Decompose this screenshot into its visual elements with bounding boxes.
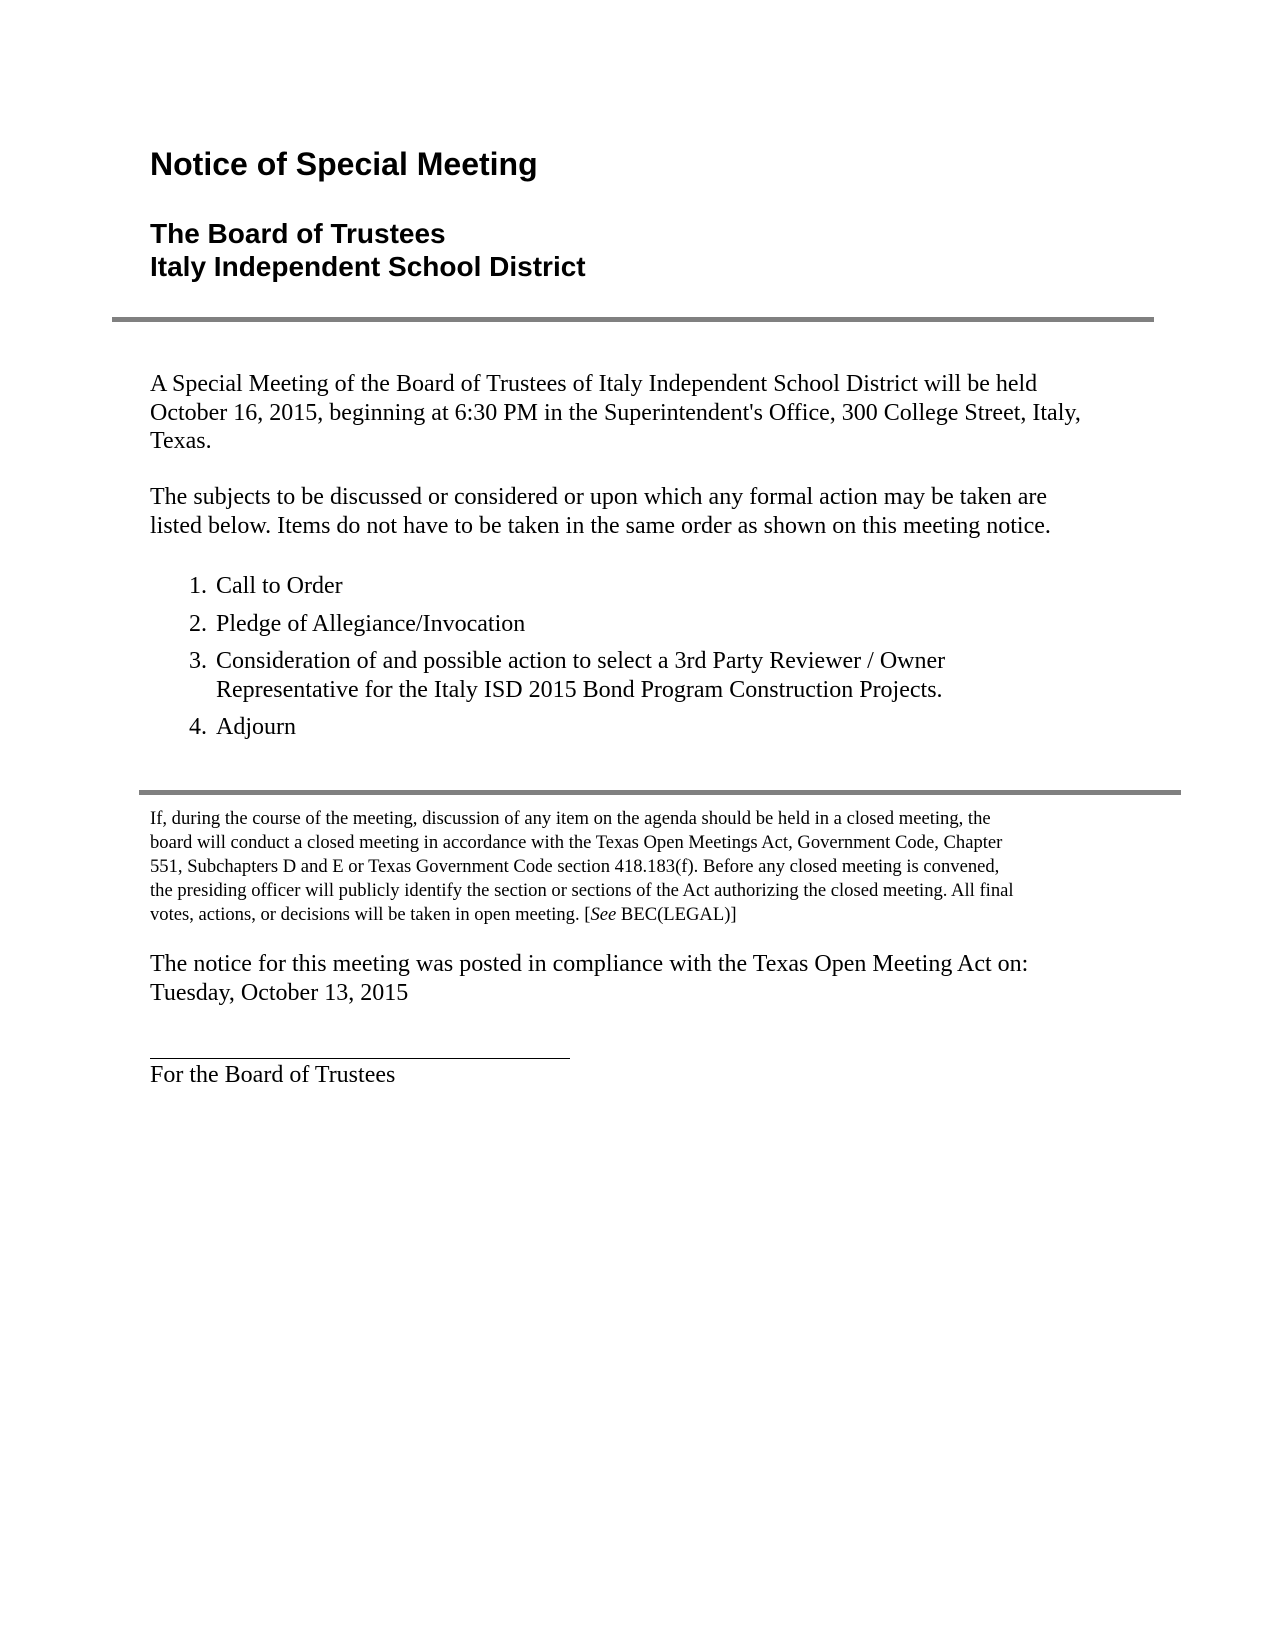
- closed-meeting-line: board will conduct a closed meeting in accordance with the Texas Open Meetings Act, Government Code, Chapter: [150, 832, 1003, 853]
- legal-reference: BEC(LEGAL)]: [616, 904, 737, 925]
- agenda-item-line: Consideration of and possible action to select a 3rd Party Reviewer / Owner: [216, 648, 946, 674]
- section-divider: [139, 790, 1181, 795]
- intro-line: A Special Meeting of the Board of Trustees of Italy Independent School District will be held: [150, 371, 1038, 397]
- intro-paragraph: [150, 370, 1081, 456]
- signature-label: For the Board of Trustees: [150, 1062, 396, 1088]
- agenda-item-number: 3 .: [150, 647, 207, 704]
- agenda-item: [150, 713, 945, 742]
- subtitle-board: The Board of Trustees: [150, 218, 446, 249]
- closed-meeting-line: 551, Subchapters D and E or Texas Government Code section 418.183(f). Before any closed meeting is convened,: [150, 856, 1000, 877]
- intro-line: October 16, 2015, beginning at 6:30 PM in the Superintendent's Office, 300 College Street, Italy,: [150, 399, 1081, 426]
- page-title: Notice of Special Meeting: [150, 146, 538, 182]
- agenda-list: [150, 572, 945, 751]
- posted-notice: [150, 950, 1028, 1007]
- intro-line: Texas.: [150, 428, 212, 454]
- page-subtitle: [150, 217, 586, 283]
- agenda-item: [150, 610, 945, 639]
- agenda-item: [150, 572, 945, 601]
- subjects-line: listed below. Items do not have to be taken in the same order as shown on this meeting notice.: [150, 512, 1051, 539]
- signature-line: [150, 1058, 570, 1059]
- agenda-item-line: Call to Order: [216, 573, 343, 599]
- agenda-item-text: [207, 610, 525, 639]
- agenda-item-line: Representative for the Italy ISD 2015 Bond Program Construction Projects.: [216, 676, 943, 703]
- closed-meeting-text: votes, actions, or decisions will be taken in open meeting. [: [150, 904, 591, 925]
- closed-meeting-line: [150, 903, 1014, 927]
- subjects-line: The subjects to be discussed or considered or upon which any formal action may be taken are: [150, 484, 1048, 510]
- agenda-item-number: 1 .: [150, 572, 207, 601]
- closed-meeting-line: If, during the course of the meeting, discussion of any item on the agenda should be held in a closed meeting, the: [150, 808, 991, 829]
- agenda-item: [150, 647, 945, 704]
- agenda-item-text: [207, 647, 945, 704]
- agenda-item-number: 2 .: [150, 610, 207, 639]
- see-reference: See: [590, 904, 617, 925]
- subjects-paragraph: [150, 483, 1051, 540]
- agenda-item-text: [207, 572, 343, 601]
- closed-meeting-notice: [150, 807, 1014, 927]
- subtitle-district: Italy Independent School District: [150, 251, 586, 282]
- posted-line: The notice for this meeting was posted in compliance with the Texas Open Meeting Act on:: [150, 951, 1029, 977]
- agenda-item-text: [207, 713, 296, 742]
- agenda-item-line: Pledge of Allegiance/Invocation: [216, 610, 526, 637]
- closed-meeting-line: the presiding officer will publicly identify the section or sections of the Act authorizing the closed meeting. All final: [150, 880, 1014, 901]
- posted-date: Tuesday, October 13, 2015: [150, 979, 409, 1006]
- header-divider: [112, 317, 1154, 322]
- agenda-item-line: Adjourn: [216, 714, 296, 740]
- agenda-item-number: 4 .: [150, 713, 207, 742]
